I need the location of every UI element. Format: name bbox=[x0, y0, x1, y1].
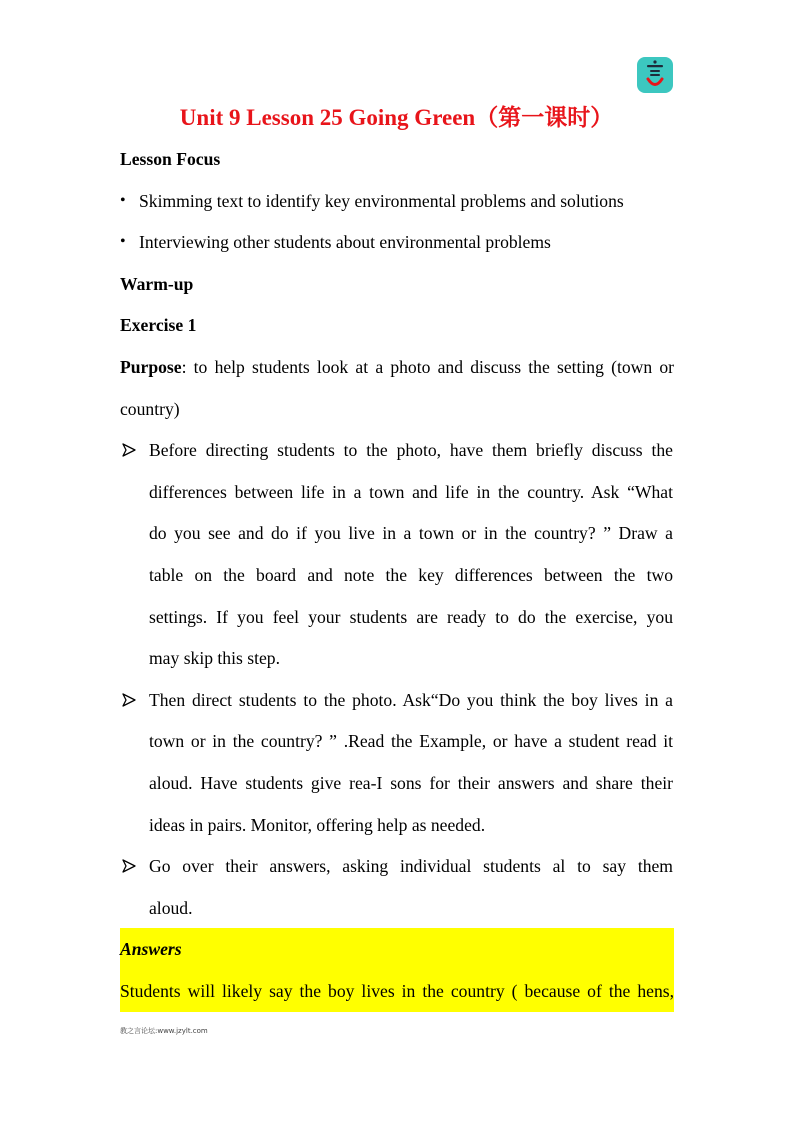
lesson-focus-heading: Lesson Focus bbox=[120, 149, 221, 169]
step-line: Before directing students to the photo, have them briefly discuss the bbox=[149, 440, 673, 460]
purpose-text: : to help students look at a photo and discuss the setting (town or bbox=[181, 357, 674, 377]
step-line: town or in the country? ” .Read the Example, or have a student read it bbox=[149, 731, 673, 751]
bullet-icon: • bbox=[120, 192, 126, 209]
step-line: ideas in pairs. Monitor, offering help as needed. bbox=[149, 815, 486, 835]
answers-text: Students will likely say the boy lives in the country ( because of the hens, bbox=[120, 981, 674, 1001]
page-title: Unit 9 Lesson 25 Going Green（第一课时） bbox=[179, 105, 614, 130]
exercise-heading: Exercise 1 bbox=[120, 315, 197, 335]
step-line: settings. If you feel your students are ready to do the exercise, you bbox=[149, 607, 673, 627]
step-line: table on the board and note the key differences between the two bbox=[149, 565, 673, 585]
step-line: aloud. bbox=[149, 898, 193, 918]
step-line: aloud. Have students give rea-I sons for their answers and share their bbox=[149, 773, 673, 793]
lesson-focus-item: Interviewing other students about environmental problems bbox=[139, 232, 551, 252]
lesson-focus-item: Skimming text to identify key environmental problems and solutions bbox=[139, 191, 624, 211]
step-line: Then direct students to the photo. Ask“Do you think the boy lives in a bbox=[149, 690, 673, 710]
arrow-bullet-icon bbox=[121, 692, 137, 708]
step-line: differences between life in a town and life in the country. Ask “What bbox=[149, 482, 673, 502]
speech-character-logo-icon bbox=[637, 57, 673, 93]
purpose-line bbox=[120, 355, 674, 379]
step-line: Go over their answers, asking individual students al to say them bbox=[149, 856, 673, 876]
arrow-bullet-icon bbox=[121, 442, 137, 458]
answers-heading: Answers bbox=[120, 939, 182, 959]
site-logo bbox=[637, 57, 673, 93]
bullet-icon: • bbox=[120, 233, 126, 250]
step-line: may skip this step. bbox=[149, 648, 280, 668]
arrow-bullet-icon bbox=[121, 858, 137, 874]
warm-up-heading: Warm-up bbox=[120, 274, 194, 294]
purpose-label: Purpose bbox=[120, 357, 182, 377]
step-line: do you see and do if you live in a town or in the country? ” Draw a bbox=[149, 523, 673, 543]
footer-source: 教之言论坛:www.jzylt.com bbox=[120, 1027, 208, 1035]
purpose-text-continued: country) bbox=[120, 399, 180, 419]
